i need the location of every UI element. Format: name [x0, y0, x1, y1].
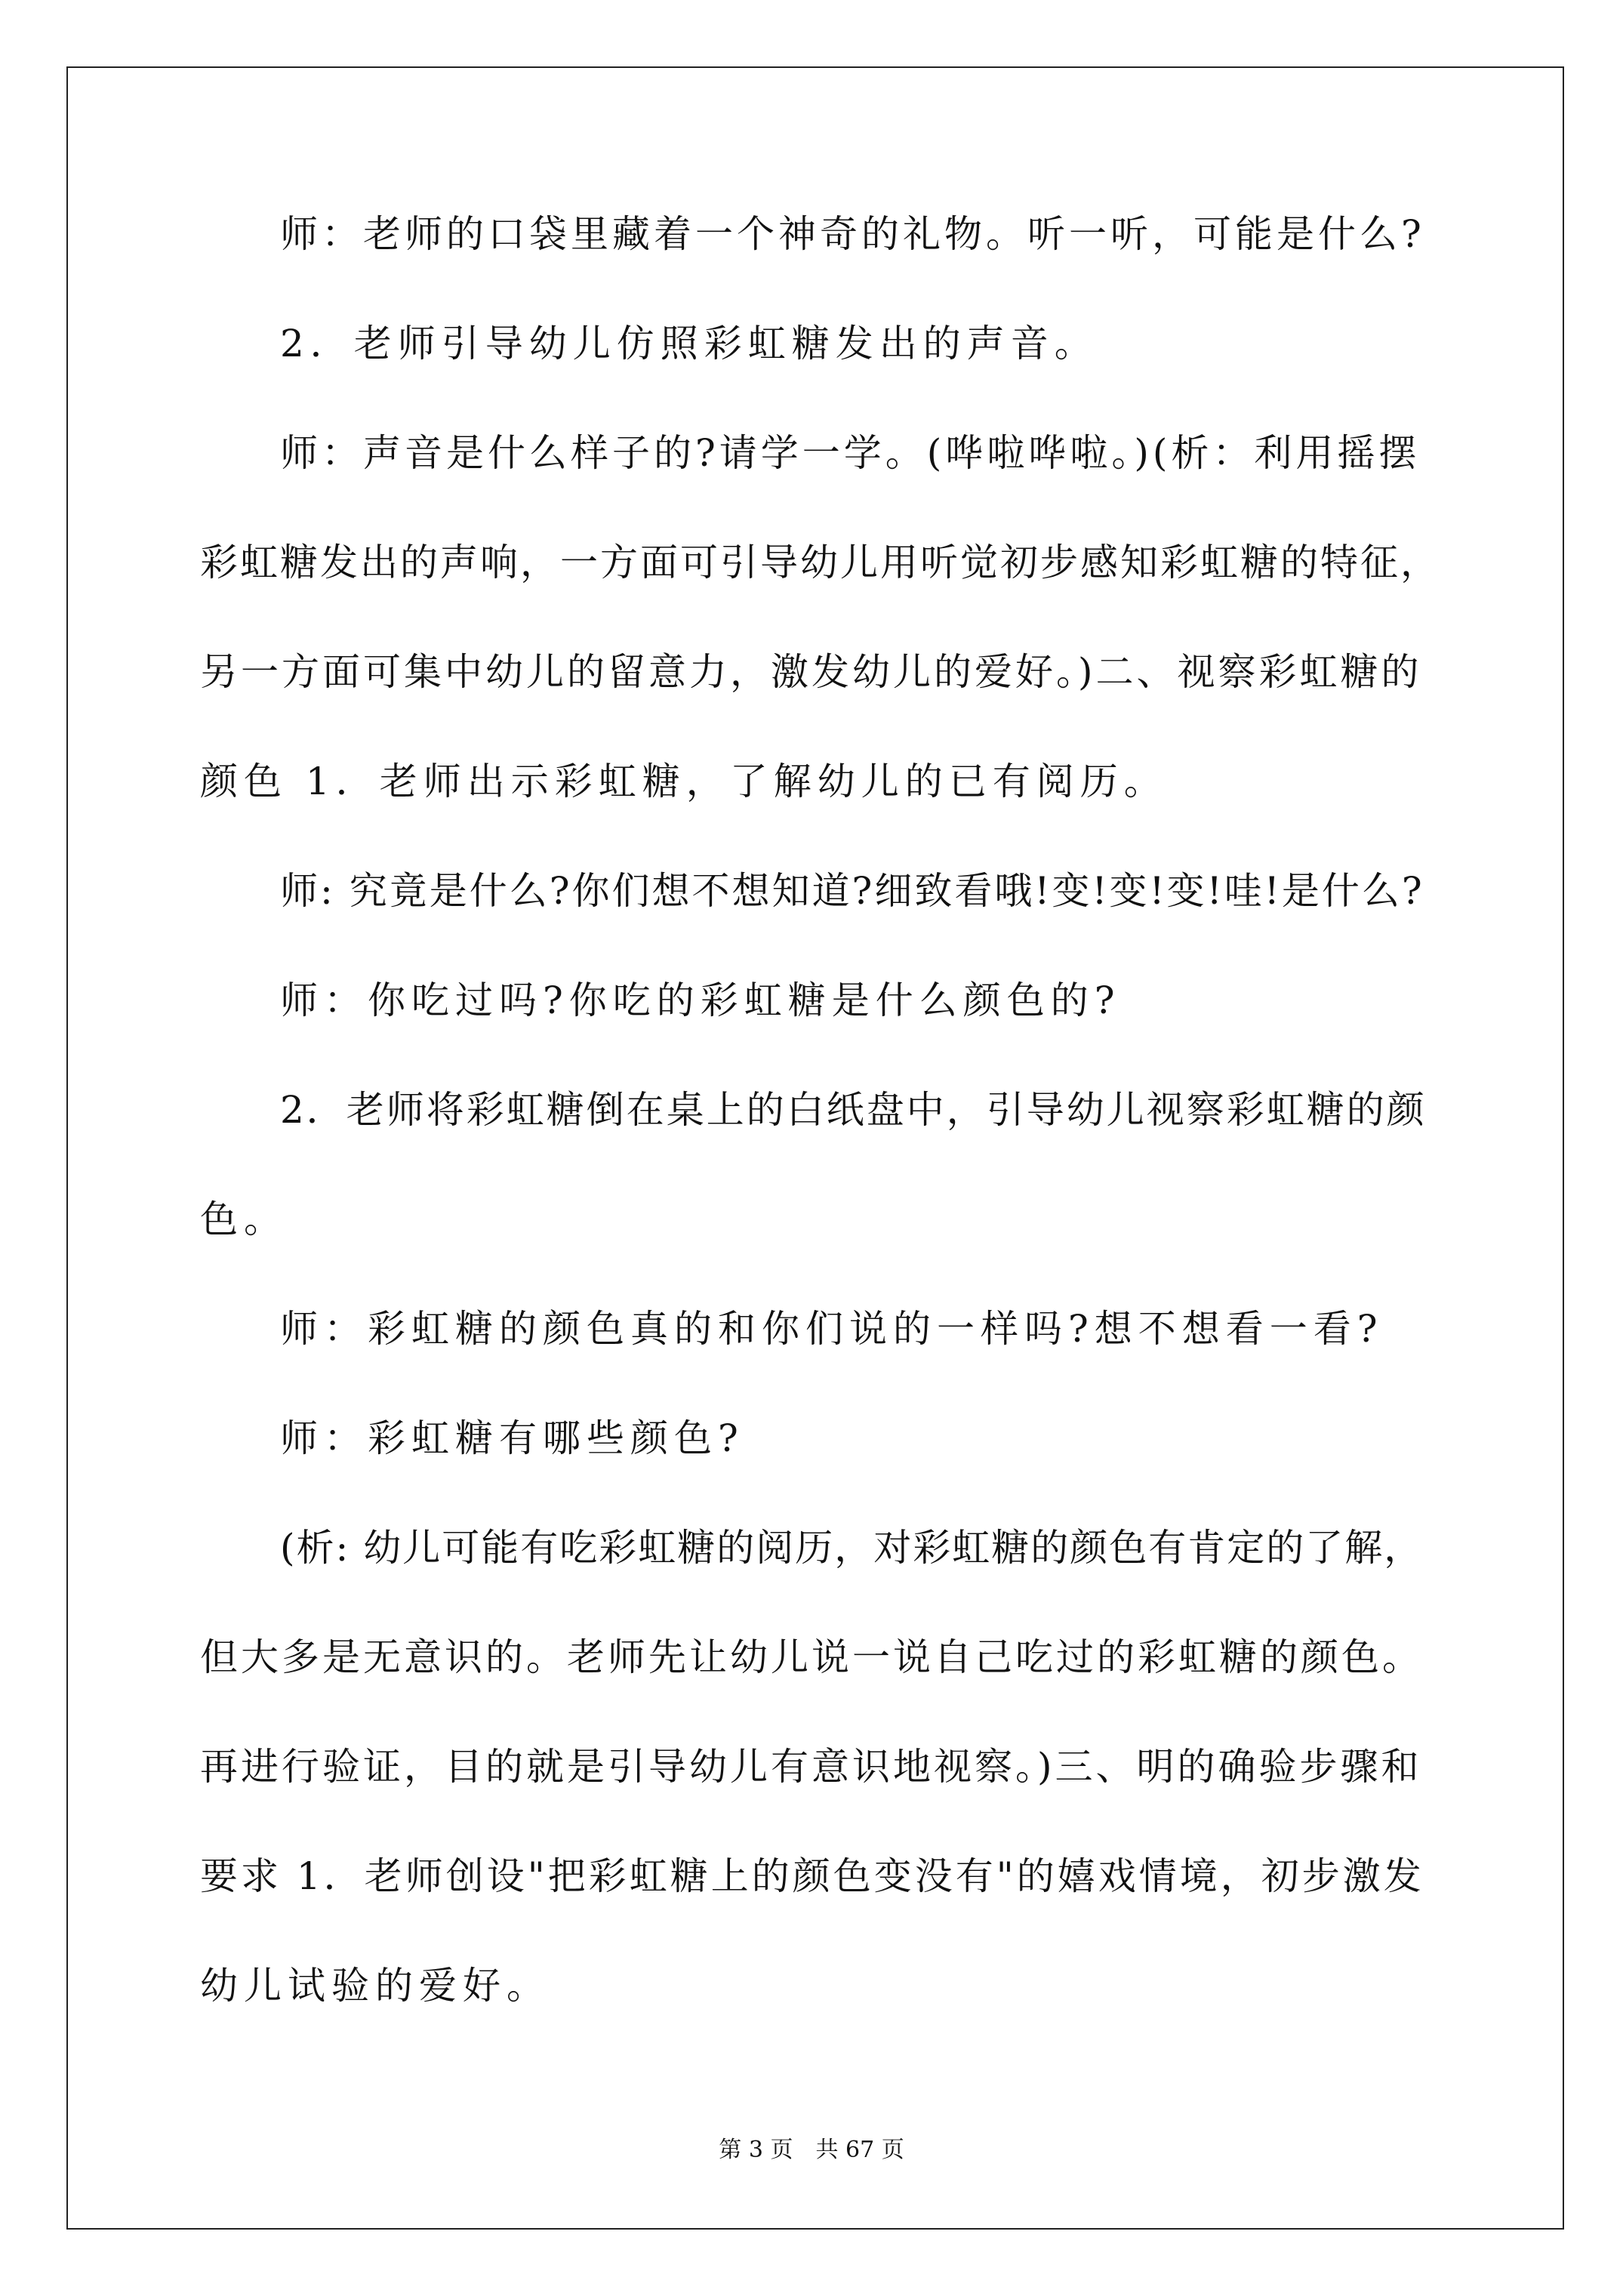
paragraph-line: 再进行验证，目的就是引导幼儿有意识地视察。)三、明的确验步骤和	[200, 1745, 1422, 1789]
page-border	[66, 66, 1564, 2230]
paragraph-line: 色。	[200, 1197, 288, 1241]
paragraph-line: 师: 究竟是什么?你们想不想知道?细致看哦!变!变!变!哇!是什么?	[280, 869, 1424, 913]
paragraph-line: 2．老师将彩虹糖倒在桌上的白纸盘中，引导幼儿视察彩虹糖的颜	[280, 1088, 1427, 1132]
paragraph-line: 师：彩虹糖有哪些颜色?	[280, 1416, 744, 1460]
paragraph-line: 要求 1．老师创设"把彩虹糖上的颜色变没有"的嬉戏情境，初步激发	[200, 1854, 1424, 1898]
paragraph-line: 师：彩虹糖的颜色真的和你们说的一样吗?想不想看一看?	[280, 1307, 1384, 1351]
paragraph-line: 但大多是无意识的。老师先让幼儿说一说自己吃过的彩虹糖的颜色。	[200, 1635, 1423, 1679]
paragraph-line: 师：老师的口袋里藏着一个神奇的礼物。听一听，可能是什么?	[280, 212, 1425, 256]
paragraph-line: 师：你吃过吗?你吃的彩虹糖是什么颜色的?	[280, 978, 1121, 1022]
paragraph-line: (析: 幼儿可能有吃彩虹糖的阅历，对彩虹糖的颜色有肯定的了解，	[280, 1526, 1424, 1570]
paragraph-line: 幼儿试验的爱好。	[200, 1964, 550, 2008]
page-number-footer: 第 3 页 共 67 页	[719, 2137, 904, 2163]
paragraph-line: 2．老师引导幼儿仿照彩虹糖发出的声音。	[280, 322, 1098, 365]
paragraph-line: 彩虹糖发出的声响，一方面可引导幼儿用听觉初步感知彩虹糖的特征，	[200, 541, 1440, 584]
paragraph-line: 另一方面可集中幼儿的留意力，激发幼儿的爱好。)二、视察彩虹糖的	[200, 650, 1422, 694]
paragraph-line: 颜色 1．老师出示彩虹糖，了解幼儿的已有阅历。	[200, 760, 1168, 803]
paragraph-line: 师：声音是什么样子的?请学一学。(哗啦哗啦。)(析：利用摇摆	[280, 431, 1421, 475]
